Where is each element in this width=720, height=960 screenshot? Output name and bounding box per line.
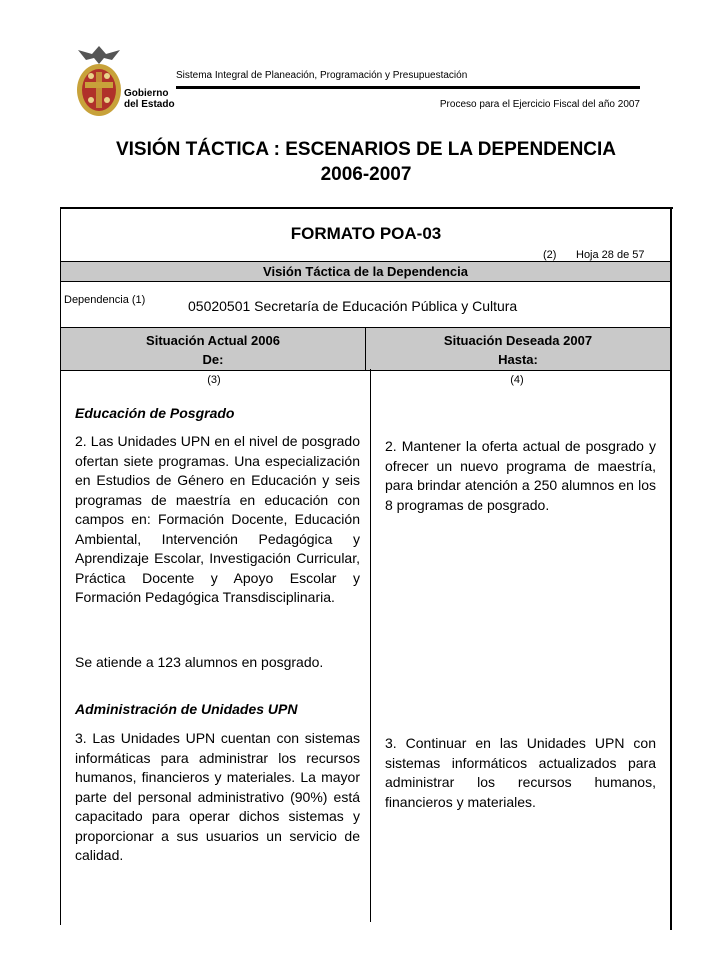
column-number-desired: (4) bbox=[510, 374, 524, 386]
header-rule bbox=[176, 86, 640, 89]
page-title-line1: VISIÓN TÁCTICA : ESCENARIOS DE LA DEPENDENCIA bbox=[115, 139, 617, 160]
desired-posgrado-text: 2. Mantener la oferta actual de posgrado y ofrecer un nuevo programa de maestría, para brindar atención a 250 alumnos en los 8 programas de posgrado. bbox=[385, 438, 656, 513]
current-posgrado-text: 2. Las Unidades UPN en el nivel de posgrado ofertan siete programas. Una especialización en Estudios de Género en Educación y seis programas de maestría en educación con campos en: Formación Docente, Educación Ambiental, Intervención Pedagógica y Aprendizaje Escolar, Investigación Curricular, Práctica Docente y Apoyo Escolar y Formación Pedagógica Transdisciplinaria. bbox=[75, 433, 360, 605]
column-header-current-sub: De: bbox=[202, 352, 224, 367]
format-name: FORMATO POA-03 bbox=[290, 224, 442, 243]
column-header-band bbox=[61, 327, 670, 371]
column-header-current bbox=[61, 328, 365, 369]
column-number-current: (3) bbox=[207, 374, 221, 386]
fiscal-process: Proceso para el Ejercicio Fiscal del año 2007 bbox=[439, 99, 640, 110]
page-title-line2: 2006-2007 bbox=[320, 164, 412, 185]
column-header-current-title: Situación Actual 2006 bbox=[146, 333, 280, 348]
column-divider bbox=[370, 369, 371, 922]
section-heading-administracion: Administración de Unidades UPN bbox=[75, 701, 298, 717]
desired-administracion-text: 3. Continuar en las Unidades UPN con sistemas informáticos actualizados para administrar los recursos humanos, financieros y materiales. bbox=[385, 735, 656, 810]
section-band: Visión Táctica de la Dependencia bbox=[61, 261, 670, 282]
current-posgrado-enrollment: Se atiende a 123 alumnos en posgrado. bbox=[75, 654, 324, 670]
government-line2: del Estado bbox=[124, 99, 175, 110]
column-header-desired bbox=[366, 328, 670, 369]
government-line1: Gobierno bbox=[124, 88, 169, 99]
dependency-label: Dependencia (1) bbox=[64, 294, 146, 306]
government-label bbox=[124, 88, 175, 110]
current-administracion-text: 3. Las Unidades UPN cuentan con sistemas informáticas para administrar los recursos humanos, financieros y materiales. La mayor parte del personal administrativo (90%) está capacitado para operar dichos sistemas y proporcionar a sus usuarios un servicio de calidad. bbox=[75, 730, 360, 863]
column-header-desired-sub: Hasta: bbox=[498, 352, 538, 367]
dependency-value: 05020501 Secretaría de Educación Pública y Cultura bbox=[188, 298, 518, 314]
sheet-ref: (2) bbox=[543, 249, 557, 261]
section-heading-posgrado: Educación de Posgrado bbox=[75, 405, 235, 421]
state-seal-icon bbox=[72, 44, 126, 118]
page-title bbox=[60, 137, 672, 187]
sheet-number: Hoja 28 de 57 bbox=[576, 249, 645, 261]
form-frame-right-edge bbox=[670, 207, 672, 930]
column-header-desired-title: Situación Deseada 2007 bbox=[443, 333, 593, 348]
system-title: Sistema Integral de Planeación, Programación y Presupuestación bbox=[176, 70, 468, 81]
